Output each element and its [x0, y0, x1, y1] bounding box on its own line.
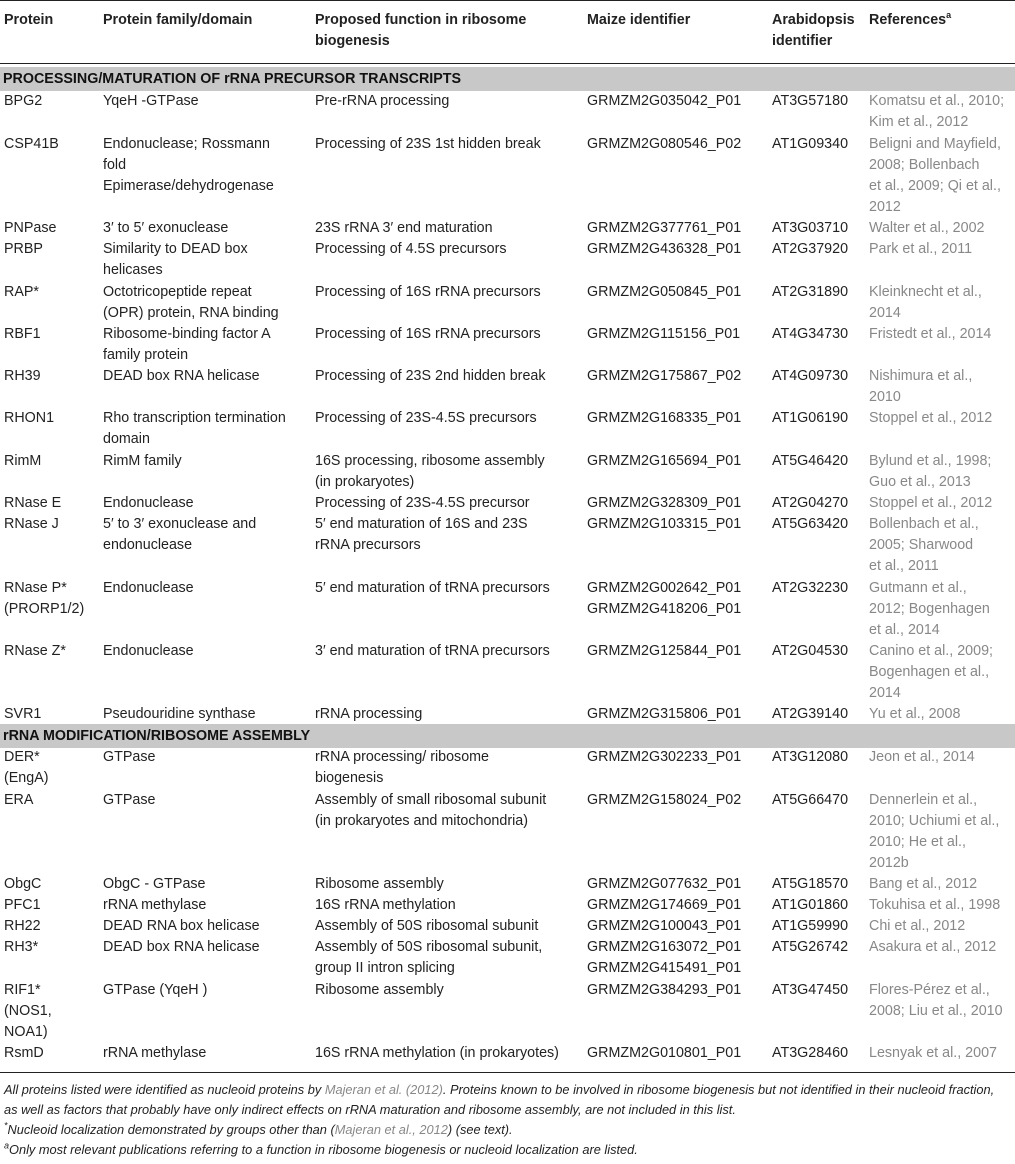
cell-protein: RIF1* (NOS1, NOA1): [4, 982, 52, 1040]
cell-maize: GRMZM2G050845_P01: [587, 284, 742, 300]
cell-family: 3′ to 5′ exonuclease: [103, 220, 229, 236]
cell-protein: RNase E: [4, 495, 62, 511]
cell-references: Bylund et al., 1998; Guo et al., 2013: [869, 453, 992, 490]
section-title: rRNA MODIFICATION/RIBOSOME ASSEMBLY: [3, 728, 311, 744]
footnote-citation-link[interactable]: Majeran et al. (2012): [324, 1082, 443, 1097]
cell-family: rRNA methylase: [103, 1045, 207, 1061]
cell-maize: GRMZM2G010801_P01: [587, 1045, 742, 1061]
cell-arabidopsis: AT4G34730: [772, 326, 849, 342]
cell-references: Canino et al., 2009; Bogenhagen et al., 2014: [869, 643, 993, 701]
cell-arabidopsis: AT3G57180: [772, 93, 849, 109]
cell-arabidopsis: AT3G28460: [772, 1045, 849, 1061]
cell-family: DEAD RNA box helicase: [103, 918, 260, 934]
cell-references: Kleinknecht et al., 2014: [869, 284, 982, 321]
cell-function: 5′ end maturation of 16S and 23S rRNA precursors: [315, 516, 528, 553]
cell-protein: RsmD: [4, 1045, 44, 1061]
section-header-assembly: [0, 724, 1015, 748]
cell-protein: RNase P* (PRORP1/2): [4, 580, 85, 617]
cell-references: Beligni and Mayfield, 2008; Bollenbach et al., 2009; Qi et al., 2012: [869, 136, 1001, 215]
cell-function: rRNA processing: [315, 706, 423, 722]
cell-family: Ribosome-binding factor A family protein: [103, 326, 271, 363]
cell-family: GTPase: [103, 792, 156, 808]
cell-arabidopsis: AT2G04270: [772, 495, 849, 511]
cell-references: Lesnyak et al., 2007: [869, 1045, 997, 1061]
cell-arabidopsis: AT3G03710: [772, 220, 849, 236]
footnote-a: [4, 1140, 1009, 1160]
section-header-processing: [0, 67, 1015, 91]
cell-arabidopsis: AT3G12080: [772, 749, 849, 765]
cell-family: Similarity to DEAD box helicases: [103, 241, 248, 278]
cell-maize: GRMZM2G302233_P01: [587, 749, 742, 765]
cell-protein: RAP*: [4, 284, 39, 300]
header-references-sup: a: [946, 10, 952, 21]
cell-references: Stoppel et al., 2012: [869, 495, 993, 511]
cell-arabidopsis: AT5G46420: [772, 453, 849, 469]
cell-family: 5′ to 3′ exonuclease and endonuclease: [103, 516, 257, 553]
cell-function: 16S rRNA methylation (in prokaryotes): [315, 1045, 559, 1061]
cell-family: YqeH -GTPase: [103, 93, 199, 109]
cell-references: Tokuhisa et al., 1998: [869, 897, 1001, 913]
cell-maize: GRMZM2G384293_P01: [587, 982, 742, 998]
cell-maize: GRMZM2G158024_P02: [587, 792, 742, 808]
cell-references: Chi et al., 2012: [869, 918, 966, 934]
cell-arabidopsis: AT5G66470: [772, 792, 849, 808]
cell-family: Rho transcription termination domain: [103, 410, 286, 447]
cell-family: Pseudouridine synthase: [103, 706, 256, 722]
cell-references: Bollenbach et al., 2005; Sharwood et al., 2011: [869, 516, 979, 574]
cell-function: 5′ end maturation of tRNA precursors: [315, 580, 550, 596]
cell-function: Assembly of small ribosomal subunit (in prokaryotes and mitochondria): [315, 792, 547, 829]
header-references-label: References: [869, 12, 947, 28]
cell-maize: GRMZM2G002642_P01 GRMZM2G418206_P01: [587, 580, 742, 617]
cell-protein: ERA: [4, 792, 34, 808]
cell-references: Yu et al., 2008: [869, 706, 961, 722]
cell-protein: RBF1: [4, 326, 41, 342]
cell-function: Processing of 16S rRNA precursors: [315, 326, 541, 342]
footnote-text: Nucleoid localization demonstrated by groups other than (: [7, 1122, 335, 1137]
cell-function: Pre-rRNA processing: [315, 93, 450, 109]
cell-arabidopsis: AT5G26742: [772, 939, 849, 955]
cell-function: 16S rRNA methylation: [315, 897, 456, 913]
footnote-asterisk: [4, 1120, 1009, 1140]
cell-arabidopsis: AT1G01860: [772, 897, 849, 913]
cell-protein: ObgC: [4, 876, 42, 892]
cell-arabidopsis: AT2G31890: [772, 284, 849, 300]
cell-family: DEAD box RNA helicase: [103, 939, 260, 955]
cell-function: Processing of 23S 2nd hidden break: [315, 368, 546, 384]
footnote-mark: a: [4, 1140, 10, 1151]
footnote-text: Only most relevant publications referring to a function in ribosome biogenesis or nucleoid localization are listed.: [9, 1142, 638, 1157]
header-maize: Maize identifier: [587, 12, 691, 28]
cell-family: Octotricopeptide repeat (OPR) protein, RNA binding: [103, 284, 279, 321]
cell-arabidopsis: AT5G18570: [772, 876, 849, 892]
table-top-rule: [0, 0, 1015, 1]
cell-maize: GRMZM2G125844_P01: [587, 643, 742, 659]
cell-references: Dennerlein et al., 2010; Uchiumi et al., 2010; He et al., 2012b: [869, 792, 1000, 871]
cell-family: RimM family: [103, 453, 182, 469]
cell-protein: CSP41B: [4, 136, 59, 152]
cell-protein: PRBP: [4, 241, 43, 257]
cell-function: Processing of 16S rRNA precursors: [315, 284, 541, 300]
cell-family: ObgC - GTPase: [103, 876, 206, 892]
cell-references: Jeon et al., 2014: [869, 749, 975, 765]
cell-arabidopsis: AT1G59990: [772, 918, 849, 934]
header-function: Proposed function in ribosome biogenesis: [315, 12, 527, 49]
cell-family: Endonuclease: [103, 643, 194, 659]
cell-maize: GRMZM2G175867_P02: [587, 368, 742, 384]
footnote-text: . Proteins known to be involved in ribosome biogenesis but not identified in their nucleoid fraction, as well as factors that probably have only indirect effects on rRNA maturation and ribosome assembly, are not included in this list.: [4, 1082, 995, 1117]
cell-protein: DER* (EngA): [4, 749, 49, 786]
table-bottom-rule: [0, 1072, 1015, 1073]
footnote-general: [4, 1080, 1009, 1120]
cell-function: Processing of 23S 1st hidden break: [315, 136, 541, 152]
cell-function: Ribosome assembly: [315, 982, 444, 998]
cell-references: Flores-Pérez et al., 2008; Liu et al., 2010: [869, 982, 1003, 1019]
cell-protein: PFC1: [4, 897, 41, 913]
cell-family: GTPase: [103, 749, 156, 765]
cell-protein: RNase J: [4, 516, 59, 532]
header-references: [869, 10, 951, 31]
cell-maize: GRMZM2G315806_P01: [587, 706, 742, 722]
cell-function: Processing of 23S-4.5S precursors: [315, 410, 537, 426]
footnote-text: ) (see text).: [447, 1122, 513, 1137]
cell-references: Walter et al., 2002: [869, 220, 985, 236]
cell-references: Asakura et al., 2012: [869, 939, 997, 955]
cell-function: Processing of 23S-4.5S precursor: [315, 495, 530, 511]
table-footnotes: [4, 1080, 1009, 1160]
cell-function: Ribosome assembly: [315, 876, 444, 892]
cell-protein: PNPase: [4, 220, 57, 236]
cell-protein: RNase Z*: [4, 643, 66, 659]
cell-maize: GRMZM2G103315_P01: [587, 516, 742, 532]
cell-maize: GRMZM2G168335_P01: [587, 410, 742, 426]
cell-maize: GRMZM2G100043_P01: [587, 918, 742, 934]
footnote-mark: *: [4, 1120, 8, 1131]
cell-maize: GRMZM2G115156_P01: [587, 326, 741, 342]
cell-maize: GRMZM2G163072_P01 GRMZM2G415491_P01: [587, 939, 742, 976]
cell-protein: RHON1: [4, 410, 55, 426]
cell-function: 16S processing, ribosome assembly (in prokaryotes): [315, 453, 545, 490]
cell-family: rRNA methylase: [103, 897, 207, 913]
cell-protein: BPG2: [4, 93, 43, 109]
cell-protein: RH3*: [4, 939, 39, 955]
cell-maize: GRMZM2G080546_P02: [587, 136, 742, 152]
cell-protein: RH39: [4, 368, 41, 384]
cell-maize: GRMZM2G377761_P01: [587, 220, 742, 236]
cell-function: Assembly of 50S ribosomal subunit, group II intron splicing: [315, 939, 543, 976]
cell-protein: SVR1: [4, 706, 42, 722]
cell-arabidopsis: AT2G04530: [772, 643, 849, 659]
cell-arabidopsis: AT3G47450: [772, 982, 849, 998]
cell-protein: RH22: [4, 918, 41, 934]
cell-function: 3′ end maturation of tRNA precursors: [315, 643, 550, 659]
cell-family: DEAD box RNA helicase: [103, 368, 260, 384]
cell-maize: GRMZM2G328309_P01: [587, 495, 742, 511]
cell-family: Endonuclease: [103, 580, 194, 596]
cell-references: Gutmann et al., 2012; Bogenhagen et al., 2014: [869, 580, 990, 638]
cell-family: Endonuclease; Rossmann fold Epimerase/dehydrogenase: [103, 136, 274, 194]
header-arabidopsis: Arabidopsis identifier: [772, 12, 855, 49]
cell-arabidopsis: AT1G06190: [772, 410, 849, 426]
section-title: PROCESSING/MATURATION OF rRNA PRECURSOR TRANSCRIPTS: [3, 71, 462, 87]
cell-family: GTPase (YqeH ): [103, 982, 208, 998]
cell-function: 23S rRNA 3′ end maturation: [315, 220, 493, 236]
header-family: Protein family/domain: [103, 12, 253, 28]
cell-maize: GRMZM2G174669_P01: [587, 897, 742, 913]
footnote-text: All proteins listed were identified as nucleoid proteins by: [4, 1082, 325, 1097]
header-protein: Protein: [4, 12, 54, 28]
cell-arabidopsis: AT2G32230: [772, 580, 849, 596]
cell-arabidopsis: AT5G63420: [772, 516, 849, 532]
cell-protein: RimM: [4, 453, 42, 469]
cell-references: Komatsu et al., 2010; Kim et al., 2012: [869, 93, 1005, 130]
header-rule: [0, 63, 1015, 64]
cell-function: Assembly of 50S ribosomal subunit: [315, 918, 539, 934]
cell-function: Processing of 4.5S precursors: [315, 241, 507, 257]
cell-arabidopsis: AT2G37920: [772, 241, 849, 257]
cell-references: Fristedt et al., 2014: [869, 326, 992, 342]
cell-references: Bang et al., 2012: [869, 876, 978, 892]
cell-references: Park et al., 2011: [869, 241, 973, 257]
cell-maize: GRMZM2G035042_P01: [587, 93, 742, 109]
cell-function: rRNA processing/ ribosome biogenesis: [315, 749, 490, 786]
cell-references: Nishimura et al., 2010: [869, 368, 973, 405]
cell-references: Stoppel et al., 2012: [869, 410, 993, 426]
cell-arabidopsis: AT2G39140: [772, 706, 849, 722]
cell-arabidopsis: AT1G09340: [772, 136, 849, 152]
footnote-citation-link[interactable]: Majeran et al., 2012: [334, 1122, 448, 1137]
cell-maize: GRMZM2G165694_P01: [587, 453, 742, 469]
cell-maize: GRMZM2G077632_P01: [587, 876, 742, 892]
cell-maize: GRMZM2G436328_P01: [587, 241, 742, 257]
cell-arabidopsis: AT4G09730: [772, 368, 849, 384]
cell-family: Endonuclease: [103, 495, 194, 511]
